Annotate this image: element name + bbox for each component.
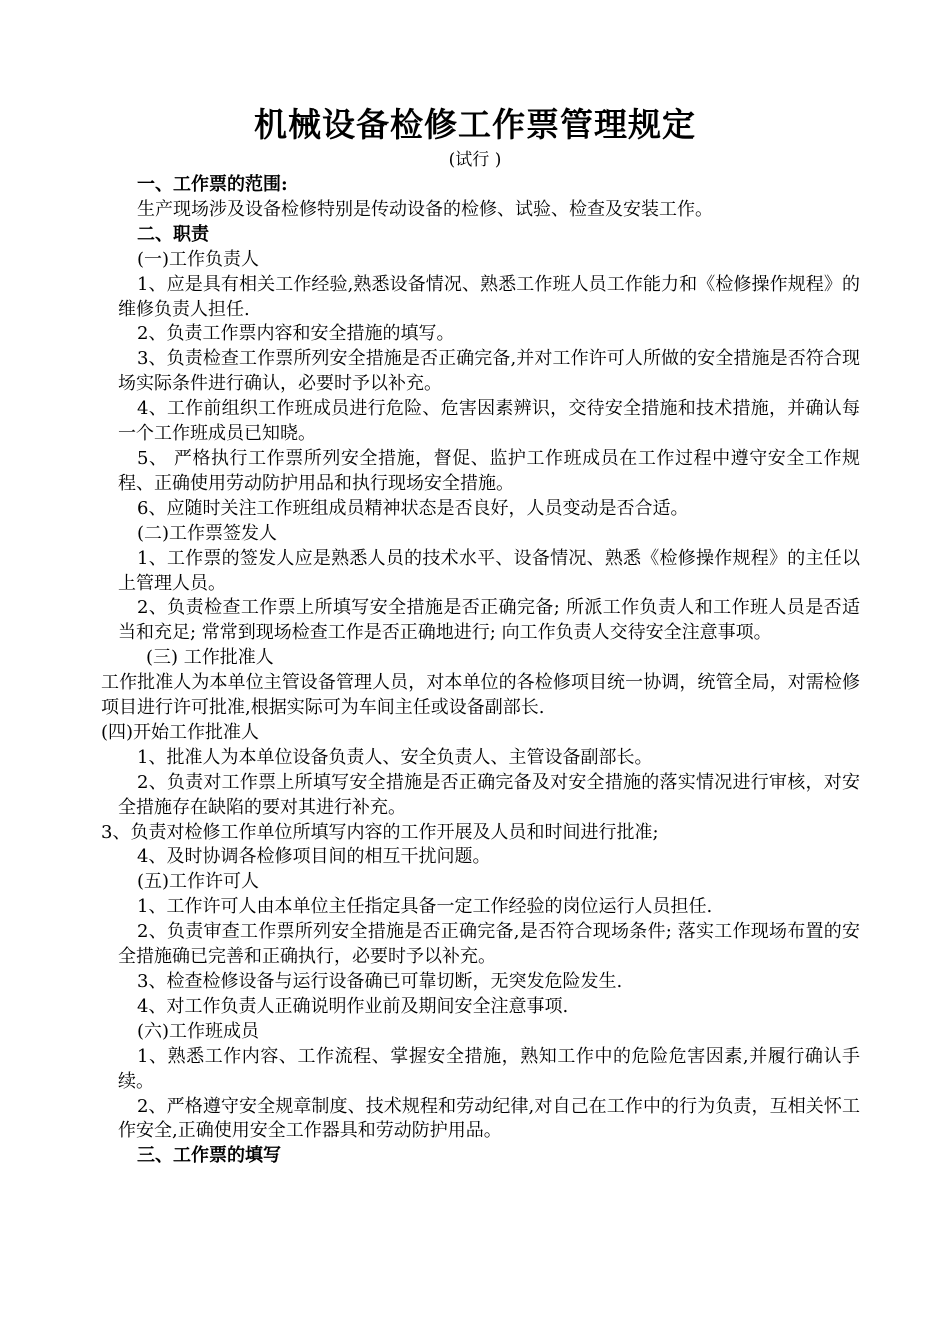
- paragraph: (六)工作班成员: [137, 1020, 260, 1042]
- paragraph: 2、负责对工作票上所填写安全措施是否正确完备及对安全措施的落实情况进行审核，对安全措施存在缺陷的要对其进行补充。: [118, 771, 860, 818]
- document-subtitle: (试行 ): [448, 150, 502, 170]
- paragraph: 1、熟悉工作内容、工作流程、掌握安全措施，熟知工作中的危险危害因素,并履行确认手续。: [118, 1045, 860, 1092]
- paragraph: (二)工作票签发人: [137, 522, 278, 544]
- document-title: 机械设备检修工作票管理规定: [254, 105, 696, 144]
- paragraph: (四)开始工作批准人: [101, 721, 260, 743]
- paragraph: 4、及时协调各检修项目间的相互干扰问题。: [137, 846, 491, 868]
- paragraph: 3、检查检修设备与运行设备确已可靠切断，无突发危险发生.: [137, 971, 623, 992]
- section-heading: 二、职责: [137, 223, 209, 245]
- paragraph: 3、负责对检修工作单位所填写内容的工作开展及人员和时间进行批准;: [101, 821, 659, 843]
- paragraph: 5、 严格执行工作票所列安全措施，督促、监护工作班成员在工作过程中遵守安全工作规程、正确使用劳动防护用品和执行现场安全措施。: [118, 447, 860, 494]
- paragraph: (五)工作许可人: [137, 871, 260, 893]
- paragraph: 2、负责工作票内容和安全措施的填写。: [137, 323, 455, 345]
- paragraph: 3、负责检查工作票所列安全措施是否正确完备,并对工作许可人所做的安全措施是否符合现场实际条件进行确认，必要时予以补充。: [118, 348, 860, 395]
- document-body: [101, 173, 860, 1169]
- paragraph: 2、负责审查工作票所列安全措施是否正确完备,是否符合现场条件; 落实工作现场布置的安全措施确已完善和正确执行，必要时予以补充。: [118, 921, 860, 968]
- paragraph: 1、工作票的签发人应是熟悉人员的技术水平、设备情况、熟悉《检修操作规程》的主任以上管理人员。: [118, 547, 860, 594]
- section-heading: 三、工作票的填写: [137, 1145, 281, 1167]
- paragraph: 1、工作许可人由本单位主任指定具备一定工作经验的岗位运行人员担任.: [137, 896, 713, 918]
- paragraph: 4、工作前组织工作班成员进行危险、危害因素辨识，交待安全措施和技术措施，并确认每一个工作班成员已知晓。: [118, 398, 860, 445]
- paragraph: 工作批准人为本单位主管设备管理人员，对本单位的各检修项目统一协调，统管全局，对需检修项目进行许可批准,根据实际可为车间主任或设备副部长.: [101, 672, 860, 719]
- paragraph: 1、批准人为本单位设备负责人、安全负责人、主管设备副部长。: [137, 746, 653, 768]
- paragraph: 2、负责检查工作票上所填写安全措施是否正确完备; 所派工作负责人和工作班人员是否适当和充足; 常常到现场检查工作是否正确地进行; 向工作负责人交待安全注意事项。: [118, 597, 860, 644]
- paragraph: (三) 工作批准人: [146, 647, 274, 669]
- paragraph: 2、严格遵守安全规章制度、技术规程和劳动纪律,对自己在工作中的行为负责，互相关怀工作安全,正确使用安全工作器具和劳动防护用品。: [118, 1095, 860, 1142]
- paragraph: 6、应随时关注工作班组成员精神状态是否良好，人员变动是否合适。: [137, 497, 689, 519]
- paragraph: 1、应是具有相关工作经验,熟悉设备情况、熟悉工作班人员工作能力和《检修操作规程》的维修负责人担任.: [118, 273, 860, 320]
- paragraph: 4、对工作负责人正确说明作业前及期间安全注意事项.: [137, 995, 569, 1017]
- section-heading: 一、工作票的范围:: [137, 174, 288, 195]
- paragraph: 生产现场涉及设备检修特别是传动设备的检修、试验、检查及安装工作。: [137, 198, 713, 220]
- paragraph: (一)工作负责人: [137, 248, 260, 270]
